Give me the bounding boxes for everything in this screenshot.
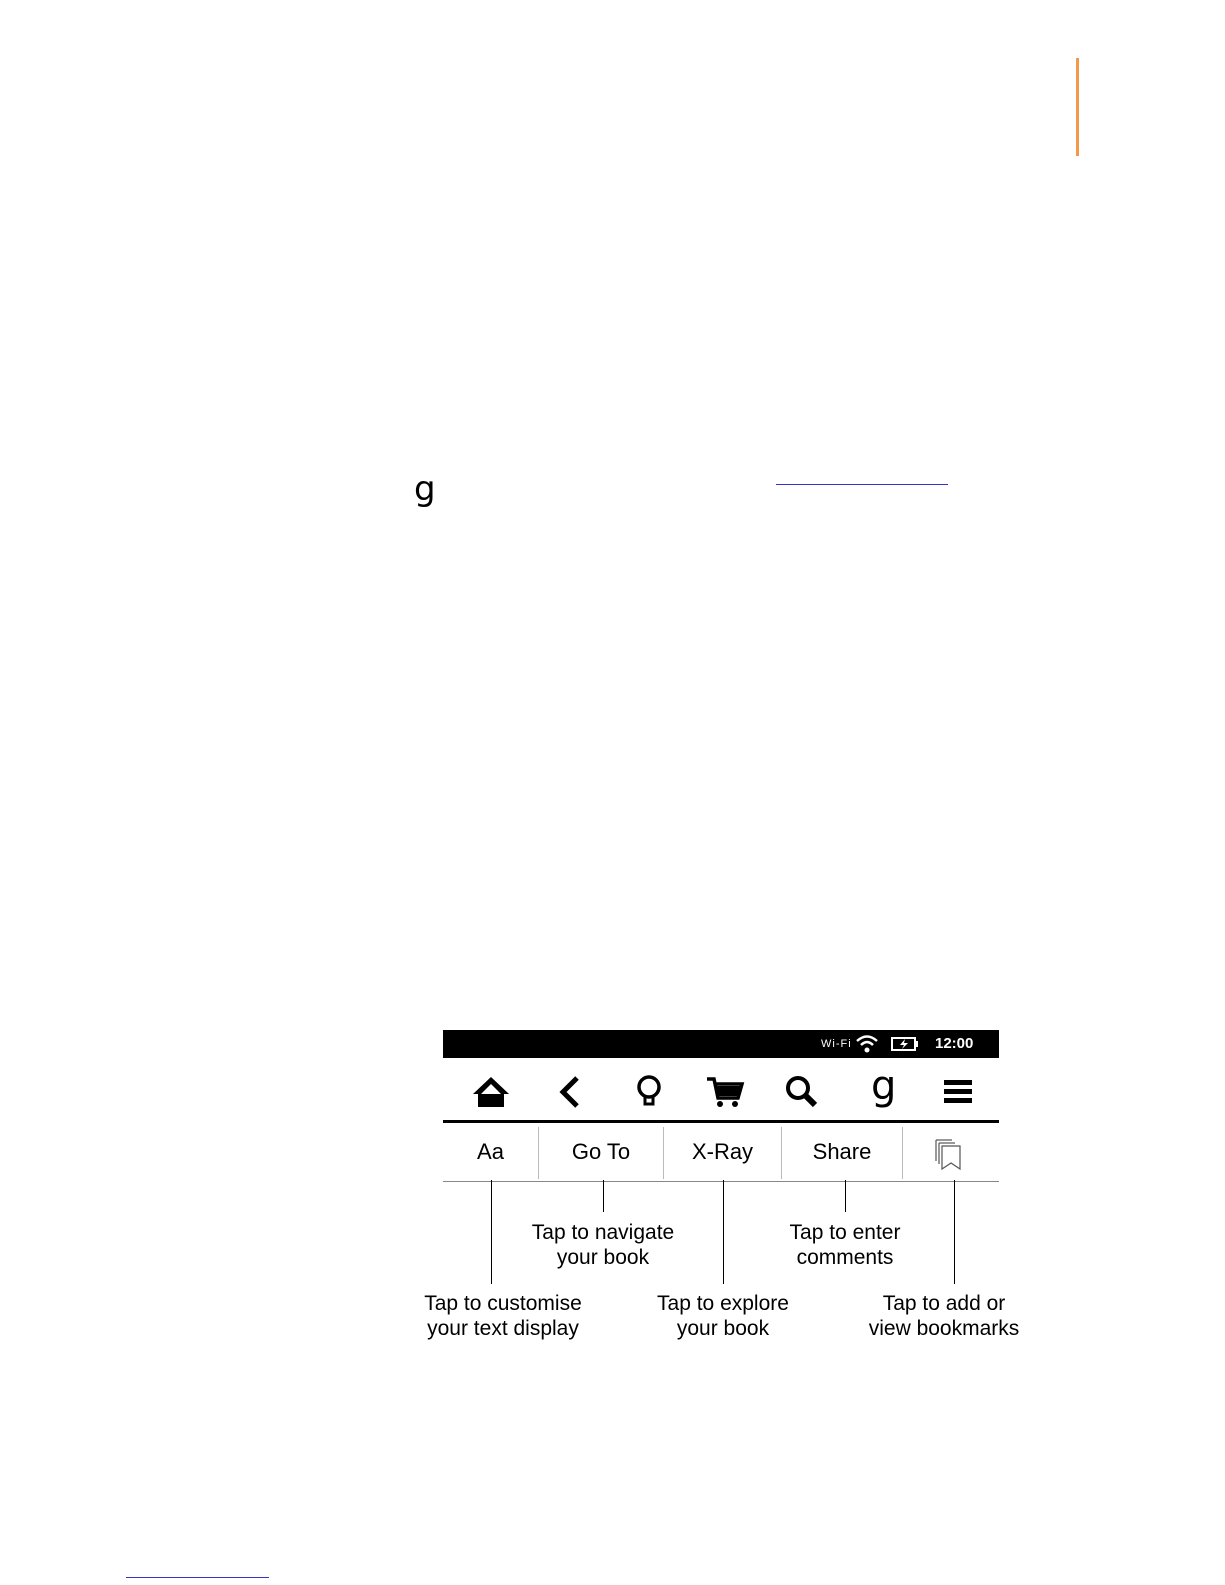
back-icon[interactable] (551, 1074, 591, 1110)
callout-bookmarks (866, 1291, 1022, 1341)
callout-line: your book (556, 1246, 650, 1269)
tab-go-to[interactable]: Go To (571, 1139, 631, 1164)
callout-pointer (603, 1180, 604, 1212)
tab-share[interactable]: Share (812, 1139, 872, 1164)
wifi-label: Wi-Fi (821, 1038, 852, 1050)
callout-line: your book (676, 1317, 770, 1340)
callout-line: Tap to add or (882, 1292, 1006, 1315)
page-glyph: g (414, 469, 436, 509)
tab-x-ray[interactable]: X-Ray (691, 1139, 754, 1164)
search-icon[interactable] (783, 1074, 823, 1110)
battery-charging-icon (891, 1037, 919, 1051)
callout-line: Tap to customise (424, 1292, 582, 1315)
callout-navigate (528, 1220, 678, 1270)
callout-line: your text display (427, 1317, 579, 1340)
kindle-reading-toolbar-illustration (443, 1030, 999, 1185)
callout-pointer (723, 1180, 724, 1284)
tab-text-display[interactable]: Aa (477, 1139, 504, 1164)
callout-line: Tap to explore (657, 1292, 789, 1315)
callout-pointer (954, 1180, 955, 1284)
cart-icon[interactable] (705, 1074, 745, 1110)
hyperlink-underline[interactable] (776, 484, 948, 485)
top-toolbar (443, 1058, 999, 1123)
wifi-icon (856, 1034, 878, 1054)
callout-line: view bookmarks (868, 1317, 1020, 1340)
reading-tabs (443, 1123, 999, 1182)
callout-line: comments (796, 1246, 894, 1269)
goodreads-icon[interactable]: g (871, 1063, 897, 1109)
callout-text-display (423, 1291, 583, 1341)
callout-explore (652, 1291, 794, 1341)
status-clock: 12:00 (935, 1035, 974, 1052)
bookmark-icon[interactable] (933, 1137, 963, 1171)
callout-pointer (845, 1180, 846, 1212)
menu-icon[interactable] (939, 1074, 979, 1110)
lightbulb-icon[interactable] (629, 1074, 669, 1110)
margin-accent-rule (1076, 58, 1079, 156)
callout-line: Tap to navigate (531, 1221, 675, 1244)
tab-divider (902, 1127, 903, 1179)
footer-hyperlink-underline[interactable] (126, 1577, 269, 1578)
callout-line: Tap to enter (789, 1221, 901, 1244)
home-icon[interactable] (471, 1074, 511, 1110)
callout-pointer (491, 1180, 492, 1284)
status-bar (443, 1030, 999, 1058)
callout-comments (782, 1220, 908, 1270)
